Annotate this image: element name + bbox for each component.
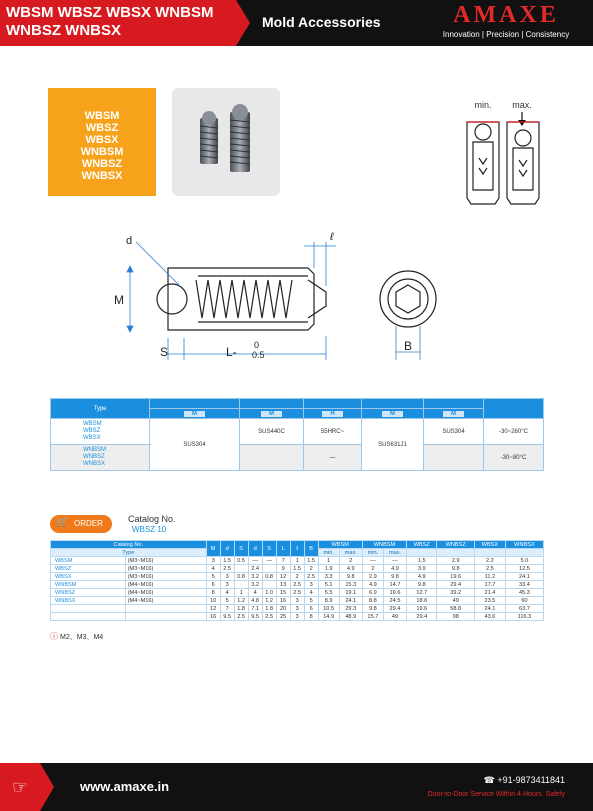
table-cell: 8 xyxy=(206,589,220,597)
table-cell: 12 xyxy=(276,573,290,581)
table-row xyxy=(51,589,544,597)
table-cell: 14.7 xyxy=(383,581,406,589)
table-cell: 9.8 xyxy=(362,605,383,613)
dim-B: B xyxy=(404,339,413,353)
page-footer xyxy=(0,763,593,811)
info-icon: ⓘ xyxy=(50,632,58,641)
table-cell xyxy=(262,581,276,589)
table-cell: 2 xyxy=(304,565,318,573)
material-table xyxy=(50,398,544,471)
table-cell: 4.9 xyxy=(362,581,383,589)
table-cell: 1 xyxy=(318,557,339,565)
product-photo xyxy=(172,88,280,196)
pointer-icon: ☞ xyxy=(12,777,29,797)
table-cell: 2.5 xyxy=(290,581,304,589)
table-cell: 4.9 xyxy=(339,565,362,573)
table-row xyxy=(51,565,544,573)
table-cell: 3.2 xyxy=(248,573,262,581)
table-cell: 49 xyxy=(383,613,406,621)
table-cell: 24.1 xyxy=(339,597,362,605)
table-cell: 2.5 xyxy=(262,613,276,621)
brand-logo: AMAXE xyxy=(453,2,559,28)
table-row xyxy=(51,557,544,565)
table-cell: 58.8 xyxy=(437,605,475,613)
temp-range-1: -30~260°C xyxy=(484,419,544,445)
table-cell: 29.4 xyxy=(383,605,406,613)
table-cell: 3 xyxy=(206,557,220,565)
table-cell: 15.3 xyxy=(339,581,362,589)
table-cell: 3 xyxy=(290,605,304,613)
table-cell: 12.7 xyxy=(407,589,437,597)
table-cell: 3 xyxy=(290,597,304,605)
table-cell: 1.5 xyxy=(220,557,234,565)
product-type: WNBSX xyxy=(81,170,123,182)
table-cell: 16 xyxy=(206,613,220,621)
brand-tagline: Innovation | Precision | Consistency xyxy=(442,30,570,39)
table-cell: 6 xyxy=(206,581,220,589)
material-mark: M xyxy=(443,411,464,417)
max-label: max. xyxy=(512,100,532,110)
table-cell: — xyxy=(362,557,383,565)
table-cell: 15.7 xyxy=(362,613,383,621)
type-name: WNBSX xyxy=(51,597,126,605)
body-material: SUS304 xyxy=(150,419,240,471)
footnote: ⓘ M2、M3、M4 xyxy=(50,632,104,641)
table-cell: 6.9 xyxy=(362,589,383,597)
table-cell: 9.8 xyxy=(383,573,406,581)
table-cell: 21.4 xyxy=(474,589,505,597)
row2-types: WNBSM WNBSZ WNBSX xyxy=(51,445,150,471)
table-cell: 1.2 xyxy=(262,597,276,605)
type-range: (M4~M16) xyxy=(125,597,206,605)
table-cell: 24.1 xyxy=(474,605,505,613)
row2-dash: — xyxy=(304,445,362,471)
table-cell: 11.2 xyxy=(474,573,505,581)
phone-number: ☎ +91-9873411841 xyxy=(483,775,565,785)
table-cell: 19.1 xyxy=(339,589,362,597)
dim-L: L- xyxy=(226,345,237,359)
table-cell: 24.5 xyxy=(383,597,406,605)
table-cell: 1.0 xyxy=(262,589,276,597)
table-cell: 10 xyxy=(206,597,220,605)
section-title: Mold Accessories xyxy=(262,14,381,30)
technical-drawing xyxy=(108,228,468,368)
table-cell: 8.9 xyxy=(318,597,339,605)
table-cell: 19.6 xyxy=(437,573,475,581)
order-button[interactable] xyxy=(50,515,112,533)
table-cell: 48.9 xyxy=(339,613,362,621)
table-cell: 5.5 xyxy=(318,589,339,597)
table-cell xyxy=(262,565,276,573)
min-label: min. xyxy=(474,100,492,110)
table-cell: 45.3 xyxy=(505,589,543,597)
table-cell: 9 xyxy=(276,565,290,573)
table-cell: 19.6 xyxy=(407,605,437,613)
temp-range-2: -30~80°C xyxy=(484,445,544,471)
table-cell: 4 xyxy=(304,589,318,597)
table-cell: 7.1 xyxy=(248,605,262,613)
table-cell: 3 xyxy=(220,581,234,589)
table-cell: 1 xyxy=(234,589,248,597)
table-cell: 1.8 xyxy=(234,605,248,613)
table-cell: 9.5 xyxy=(248,613,262,621)
table-row xyxy=(51,573,544,581)
table-cell: 6 xyxy=(304,605,318,613)
table-cell: 14.9 xyxy=(318,613,339,621)
table-cell: 1.2 xyxy=(234,597,248,605)
table-cell: 0.8 xyxy=(262,573,276,581)
table-cell: 116.3 xyxy=(505,613,543,621)
table-cell: 16 xyxy=(276,597,290,605)
website-link[interactable]: www.amaxe.in xyxy=(80,779,170,794)
table-cell: 33.4 xyxy=(505,581,543,589)
table-cell: 20 xyxy=(276,605,290,613)
catalog-value: WBSZ 10 xyxy=(132,525,167,534)
table-cell: 2.4 xyxy=(248,565,262,573)
table-cell: — xyxy=(262,557,276,565)
table-cell: 39.2 xyxy=(437,589,475,597)
catalog-header: Catalog No. xyxy=(51,541,207,549)
table-cell: 60 xyxy=(505,597,543,605)
table-cell: 98 xyxy=(437,613,475,621)
table-cell: 3 xyxy=(304,581,318,589)
table-cell: 3.9 xyxy=(407,565,437,573)
product-type: WNBSZ xyxy=(81,158,123,170)
table-cell: 24.1 xyxy=(505,573,543,581)
table-cell: 0.5 xyxy=(234,557,248,565)
table-cell: 2.5 xyxy=(220,565,234,573)
table-row xyxy=(51,605,544,613)
table-cell: 2 xyxy=(362,565,383,573)
material-mark: M xyxy=(261,411,282,417)
type-header: Type xyxy=(51,549,207,557)
table-cell: 1.9 xyxy=(318,565,339,573)
table-cell: 1.5 xyxy=(407,557,437,565)
table-cell: 1.5 xyxy=(290,565,304,573)
ball-plunger-image xyxy=(172,88,280,196)
product-types-box xyxy=(48,88,156,196)
table-cell: 5 xyxy=(220,597,234,605)
table-cell: 2.2 xyxy=(474,557,505,565)
table-cell: 63.7 xyxy=(505,605,543,613)
table-cell: 8 xyxy=(304,613,318,621)
table-cell: 4.9 xyxy=(383,565,406,573)
table-cell: 4.8 xyxy=(248,597,262,605)
cart-icon: 🛒 xyxy=(56,517,69,528)
table-cell: — xyxy=(383,557,406,565)
table-cell: — xyxy=(248,557,262,565)
type-name: WBSZ xyxy=(51,565,126,573)
table-cell: 0.8 xyxy=(234,573,248,581)
type-range: (M4~M16) xyxy=(125,581,206,589)
other-material: SUS304 xyxy=(424,419,484,445)
type-range xyxy=(125,613,206,621)
table-cell: 1 xyxy=(290,557,304,565)
table-cell: 7 xyxy=(276,557,290,565)
dim-d: d xyxy=(126,235,133,247)
table-cell: 43.6 xyxy=(474,613,505,621)
spec-table: Catalog No. M d S d S L ℓ B WBSM WNBSM WBSZ WNBSZ WBSX WNBSX Type min. max. min. max. WBSM (M3~M16) 3 1.5 0.5 — — 7 1 1.5 1 2 — — 1.5 2.9 2.2 5.0 WBSZ (M3~M16) 4 2.5 2.4 9 1.5 2 1.9 4.9 2 4.9 3.9 9.8 2.5 12.5 WBSX (M3~M16) 5 3 0.8 3.2 0.8 12 2 2.5 3.3 9.8 2.9 9.8 4.9 19.6 11.2 24.1 WNBSM (M4~M16) 6 3 3.2 13 2.5 3 5.1 15.3 4.9 14.7 9.8 29.4 17.7 33.4 WNBSZ (M4~M16) 8 4 1 4 1.0 15 2.5 4 5.5 19.1 6.9 19.6 12.7 39.2 21.4 45.3 WNBSX (M4~M16) 10 5 1.2 4.8 1.2 16 3 5 8.9 24.1 8.8 24.5 18.6 49 23.5 60 12 7 1.8 7.1 1.8 20 3 6 10.5 29.3 9.8 29.4 19.6 58.8 24.1 63.7 16 9.5 2.5 9.5 2.5 25 3 8 14.9 48.9 15.7 49 29.4 98 43.6 116.3 xyxy=(50,540,544,621)
table-row xyxy=(51,581,544,589)
type-name: WNBSZ xyxy=(51,589,126,597)
table-cell: 2 xyxy=(290,573,304,581)
table-cell: 2 xyxy=(339,557,362,565)
spec-rows xyxy=(51,557,544,621)
dim-S: S xyxy=(160,345,169,359)
ball-hardness: 55HRC~ xyxy=(304,419,362,445)
table-cell: 2.5 xyxy=(304,573,318,581)
dim-M: M xyxy=(114,293,124,307)
hardness-mark: H xyxy=(322,411,342,417)
product-type: WBSM xyxy=(84,110,120,122)
table-cell: 2.9 xyxy=(437,557,475,565)
type-name: WBSX xyxy=(51,573,126,581)
spring-material: SUS631J1 xyxy=(362,419,424,471)
phone-icon: ☎ xyxy=(483,775,498,785)
dim-L-tol-top: 0 xyxy=(254,340,260,350)
type-range xyxy=(125,605,206,613)
table-cell: 8.8 xyxy=(362,597,383,605)
table-row xyxy=(51,597,544,605)
table-cell: 4 xyxy=(220,589,234,597)
table-cell: 19.6 xyxy=(383,589,406,597)
type-name: WBSM xyxy=(51,557,126,565)
material-mark: M xyxy=(184,411,205,417)
table-cell: 2.5 xyxy=(234,613,248,621)
page-header xyxy=(0,0,593,46)
type-range: (M4~M16) xyxy=(125,589,206,597)
table-cell: 3.3 xyxy=(318,573,339,581)
table-cell: 2.5 xyxy=(290,589,304,597)
page-title: WBSM WBSZ WBSX WNBSM WNBSZ WNBSX xyxy=(6,4,214,39)
table-row xyxy=(51,613,544,621)
table-cell: 5.1 xyxy=(318,581,339,589)
table-cell: 5.0 xyxy=(505,557,543,565)
ball-material: SUS440C xyxy=(240,419,304,445)
table-cell xyxy=(234,581,248,589)
table-cell: 2.9 xyxy=(362,573,383,581)
type-range: (M3~M16) xyxy=(125,557,206,565)
table-cell: 1.5 xyxy=(304,557,318,565)
type-name xyxy=(51,613,126,621)
table-cell: 18.6 xyxy=(407,597,437,605)
type-range: (M3~M16) xyxy=(125,565,206,573)
type-header: Type xyxy=(51,399,150,419)
table-cell xyxy=(234,565,248,573)
table-cell: 29.3 xyxy=(339,605,362,613)
title-banner-arrow xyxy=(236,0,250,46)
product-type: WNBSM xyxy=(80,146,124,158)
table-cell: 2.5 xyxy=(474,565,505,573)
table-cell: 13 xyxy=(276,581,290,589)
product-type: WBSZ xyxy=(85,122,119,134)
table-cell: 9.8 xyxy=(437,565,475,573)
dim-l: ℓ xyxy=(330,231,334,243)
table-cell: 10.5 xyxy=(318,605,339,613)
table-cell: 3 xyxy=(220,573,234,581)
order-label: ORDER xyxy=(74,519,103,528)
product-type: WBSX xyxy=(85,134,119,146)
table-cell: 5 xyxy=(304,597,318,605)
table-cell: 3.2 xyxy=(248,581,262,589)
type-name xyxy=(51,605,126,613)
table-cell: 7 xyxy=(220,605,234,613)
product-types-list xyxy=(48,110,156,182)
table-cell: 17.7 xyxy=(474,581,505,589)
dim-L-tol-bottom: 0.5 xyxy=(252,350,265,360)
table-cell: 12.5 xyxy=(505,565,543,573)
table-cell: 9.8 xyxy=(407,581,437,589)
min-max-diagram xyxy=(455,98,565,218)
table-cell: 4.9 xyxy=(407,573,437,581)
catalog-label: Catalog No. xyxy=(128,514,176,524)
table-cell: 4 xyxy=(248,589,262,597)
table-cell: 5 xyxy=(206,573,220,581)
table-cell: 9.8 xyxy=(339,573,362,581)
table-cell: 25 xyxy=(276,613,290,621)
table-cell: 29.4 xyxy=(437,581,475,589)
table-cell: 15 xyxy=(276,589,290,597)
table-cell: 12 xyxy=(206,605,220,613)
table-cell: 1.8 xyxy=(262,605,276,613)
brand-block xyxy=(431,2,581,39)
row1-types: WBSM WBSZ WBSX xyxy=(51,419,150,445)
table-cell: 23.5 xyxy=(474,597,505,605)
type-name: WNBSM xyxy=(51,581,126,589)
table-cell: 49 xyxy=(437,597,475,605)
table-cell: 4 xyxy=(206,565,220,573)
table-cell: 9.5 xyxy=(220,613,234,621)
table-cell: 29.4 xyxy=(407,613,437,621)
type-range: (M3~M16) xyxy=(125,573,206,581)
material-mark: M xyxy=(382,411,403,417)
table-cell: 3 xyxy=(290,613,304,621)
footer-tagline: Door-to-Door Service Within 4 Hours. Safely xyxy=(427,791,565,798)
